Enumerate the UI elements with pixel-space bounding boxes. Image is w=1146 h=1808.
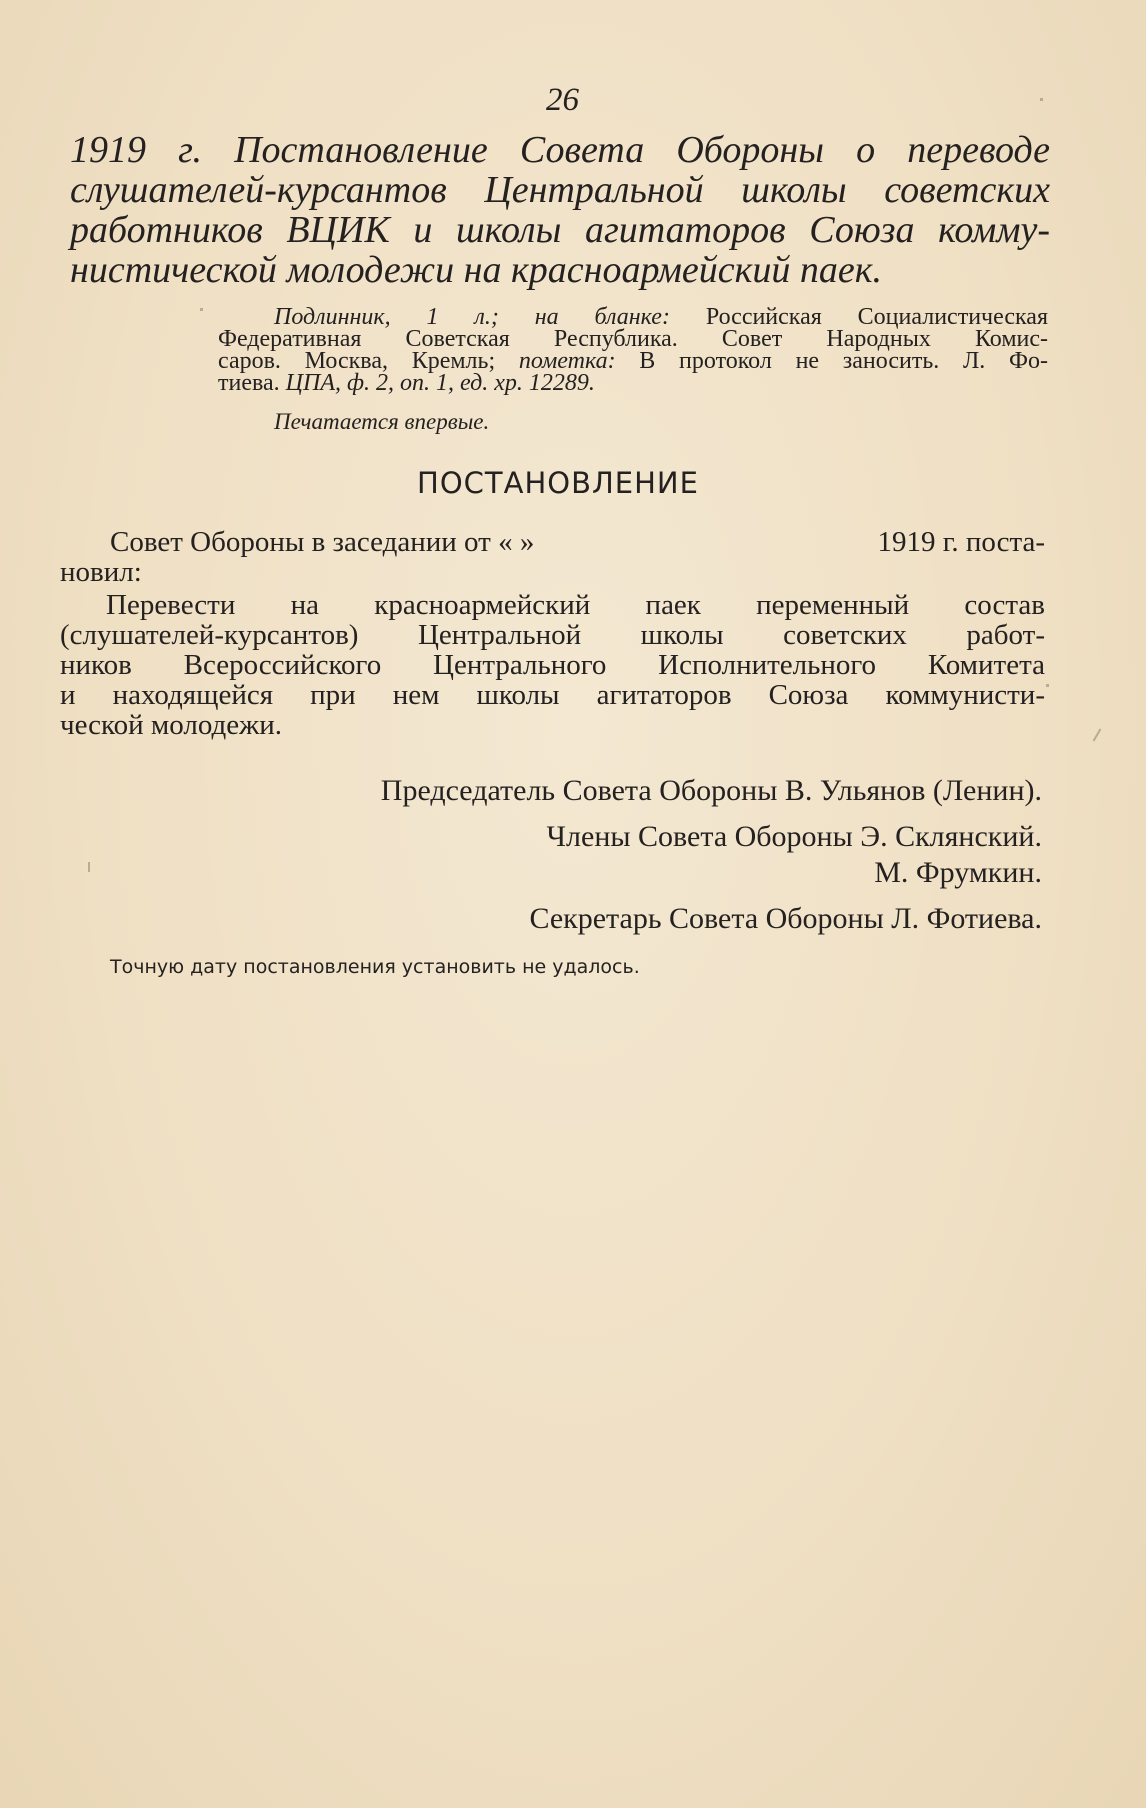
source-line bbox=[274, 306, 1048, 328]
source-text: тиева. bbox=[218, 370, 286, 396]
paper-speck bbox=[1093, 728, 1102, 741]
member-signature: М. Фрумкин. bbox=[874, 856, 1042, 889]
source-text: саров. Москва, Кремль; bbox=[218, 348, 519, 374]
heading-line: работников ВЦИК и школы агитаторов Союза комму- bbox=[70, 209, 1050, 251]
heading-line: 1919 г. Постановление Совета Обороны о переводе bbox=[70, 129, 1050, 171]
intro-line2: новил: bbox=[60, 556, 142, 588]
source-line bbox=[218, 350, 1048, 372]
source-label: пометка: bbox=[518, 348, 616, 374]
source-line bbox=[218, 372, 1048, 394]
paper-speck bbox=[1040, 98, 1043, 101]
intro-left: Совет Обороны в заседании от « » bbox=[110, 526, 535, 558]
source-label: Подлинник, 1 л.; на бланке: bbox=[274, 304, 670, 330]
document-title: ПОСТАНОВЛЕНИЕ bbox=[417, 466, 699, 500]
resolution-line: (слушателей-курсантов) Центральной школы советских работ- bbox=[60, 619, 1045, 651]
resolution-line: ников Всероссийского Центрального Исполнительного Комитета bbox=[60, 649, 1045, 681]
source-note bbox=[218, 306, 1048, 394]
resolution-line: ческой молодежи. bbox=[60, 709, 282, 741]
page-number: 26 bbox=[546, 82, 579, 118]
intro-row bbox=[110, 527, 1045, 557]
chairman-signature: Председатель Совета Обороны В. Ульянов (Ленин). bbox=[380, 774, 1042, 807]
resolution-line: Перевести на красноармейский паек переменный состав bbox=[106, 589, 1045, 621]
heading-line: слушателей-курсантов Центральной школы советских bbox=[70, 169, 1050, 211]
paper-speck bbox=[88, 862, 90, 872]
paper-speck bbox=[200, 308, 203, 311]
resolution-text bbox=[60, 590, 1045, 740]
footnote: Точную дату постановления установить не удалось. bbox=[110, 956, 640, 978]
first-publication-note: Печатается впервые. bbox=[274, 409, 490, 434]
paper-speck bbox=[1046, 684, 1049, 687]
intro-right: 1919 г. поста- bbox=[877, 526, 1045, 558]
source-text: В протокол не заносить. Л. Фо- bbox=[615, 348, 1048, 374]
heading-line: нистической молодежи на красноармейский паек. bbox=[70, 249, 882, 291]
members-signature: Члены Совета Обороны Э. Склянский. bbox=[546, 820, 1042, 853]
document-heading bbox=[70, 130, 1050, 290]
resolution-line: и находящейся при нем школы агитаторов Союза коммунисти- bbox=[60, 679, 1045, 711]
resolution-intro bbox=[60, 527, 1045, 587]
source-text: Российская Социалистическая bbox=[669, 304, 1048, 330]
source-line: Федеративная Советская Республика. Совет Народных Комис- bbox=[218, 326, 1048, 352]
signature-block bbox=[381, 773, 1042, 937]
secretary-signature: Секретарь Совета Обороны Л. Фотиева. bbox=[529, 902, 1042, 935]
archive-reference: ЦПА, ф. 2, оп. 1, ед. хр. 12289. bbox=[285, 370, 595, 396]
